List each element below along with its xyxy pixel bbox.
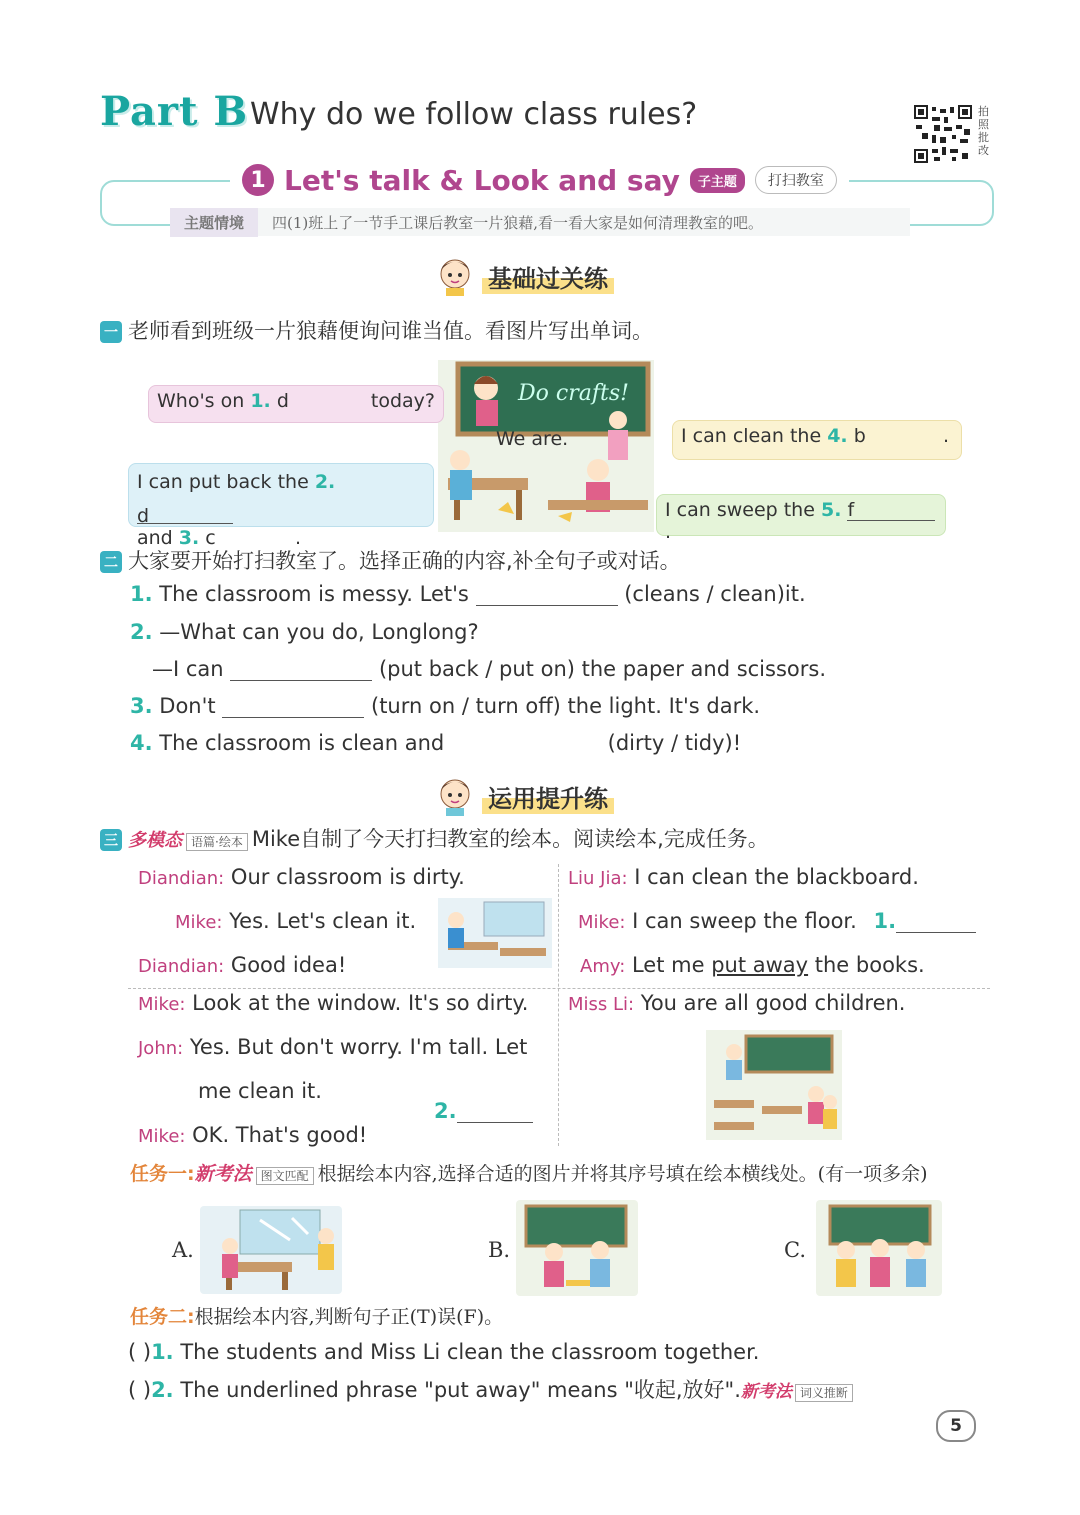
section-title: 运用提升练 — [482, 779, 614, 814]
panel4-illustration — [706, 1030, 842, 1140]
section-banner-basic — [436, 256, 614, 296]
story-line: Mike: OK. That's good! — [138, 1123, 368, 1147]
bubble-blackboard: I can clean the 4. b . — [672, 420, 962, 460]
ex2-item-2-answer: —I can (put back / put on) the paper and scissors. — [152, 657, 826, 682]
bubble-we-are: We are. — [496, 428, 569, 450]
theme-tag: 主题情境 — [170, 208, 258, 237]
cartoon-kid-icon — [436, 776, 474, 816]
part-label: Part B — [100, 88, 249, 135]
ex3-instruction: 三 多模态 语篇·绘本 Mike自制了今天打扫教室的绘本。阅读绘本,完成任务。 — [100, 823, 769, 853]
section-title: 基础过关练 — [482, 259, 614, 294]
qr-code-icon[interactable] — [914, 105, 972, 163]
ex2-instruction: 二 大家要开始打扫教室了。选择正确的内容,补全句子或对话。 — [100, 545, 681, 575]
panel1-illustration — [438, 898, 552, 968]
lesson-title: Let's talk & Look and say — [284, 163, 680, 197]
story-line: Diandian: Good idea! — [138, 953, 347, 977]
bubble-sweep: I can sweep the 5. f. — [656, 494, 946, 536]
task1-instruction: 任务一:新考法 图文匹配 根据绘本内容,选择合适的图片并将其序号填在绘本横线处。(有一项多余) — [130, 1163, 928, 1185]
ex2-item-1: 1. The classroom is messy. Let's (cleans / clean)it. — [130, 582, 806, 607]
lesson-number: 1 — [242, 164, 274, 196]
answer-blank-1[interactable] — [896, 909, 976, 933]
answer-blank-2[interactable]: d — [137, 502, 233, 524]
subtopic-name: 打扫教室 — [755, 166, 837, 194]
option-label-c: C. — [784, 1238, 806, 1262]
ex1-instruction: 一 老师看到班级一片狼藉便询问谁当值。看图片写出单词。 — [100, 315, 653, 345]
answer-blank-5[interactable]: f — [847, 499, 935, 521]
ex2-item-2: 2. —What can you do, Longlong? — [130, 620, 479, 644]
answer-paren[interactable]: ( ) — [128, 1340, 152, 1364]
qr-label: 拍 照 批 改 — [978, 105, 989, 157]
story-line: Mike: I can sweep the floor. 1. — [578, 909, 976, 933]
story-line: John: Yes. But don't worry. I'm tall. Let — [138, 1035, 528, 1059]
story-line: me clean it. — [198, 1079, 322, 1103]
option-picture-b[interactable] — [516, 1200, 638, 1296]
answer-paren[interactable]: ( ) — [128, 1378, 152, 1402]
option-picture-a[interactable] — [200, 1206, 342, 1294]
story-line: Liu Jia: I can clean the blackboard. — [568, 865, 919, 889]
tf-item-2: ( )2. The underlined phrase "put away" means "收起,放好".新考法 词义推断 — [128, 1374, 853, 1404]
board-text: Do crafts! — [518, 381, 629, 406]
cartoon-kid-icon — [436, 256, 474, 296]
section-banner-apply — [436, 776, 614, 816]
answer-blank-2[interactable]: 2. — [434, 1099, 533, 1123]
tf-item-1: ( )1. The students and Miss Li clean the classroom together. — [128, 1340, 760, 1364]
ex2-item-4: 4. The classroom is clean and (dirty / tidy)! — [130, 731, 742, 755]
story-line: Miss Li: You are all good children. — [568, 991, 906, 1015]
bubble-teacher: Who's on 1. d today? — [148, 385, 444, 423]
divider — [558, 864, 559, 1146]
option-picture-c[interactable] — [816, 1200, 942, 1296]
subtopic-badge: 子主题 — [690, 168, 745, 193]
story-line: Mike: Look at the window. It's so dirty. — [138, 991, 529, 1015]
option-label-b: B. — [488, 1238, 511, 1262]
page-title: Why do we follow class rules? — [250, 97, 698, 132]
option-label-a: A. — [172, 1238, 194, 1262]
task2-instruction: 任务二:根据绘本内容,判断句子正(T)误(F)。 — [130, 1306, 504, 1328]
theme-text: 四(1)班上了一节手工课后教室一片狼藉,看一看大家是如何清理教室的吧。 — [272, 213, 764, 232]
ex2-item-3: 3. Don't (turn on / turn off) the light. It's dark. — [130, 694, 761, 719]
ex2-marker: 二 — [100, 551, 122, 573]
story-line: Mike: Yes. Let's clean it. — [175, 909, 417, 933]
page-number: 5 — [936, 1410, 976, 1442]
answer-blank[interactable] — [230, 657, 372, 681]
story-line: Amy: Let me put away the books. — [580, 953, 925, 977]
lesson-heading — [230, 160, 849, 200]
story-line: Diandian: Our classroom is dirty. — [138, 865, 465, 889]
theme-bar — [170, 208, 910, 236]
divider — [128, 988, 990, 989]
ex1-marker: 一 — [100, 321, 122, 343]
answer-blank[interactable] — [222, 694, 364, 718]
ex3-marker: 三 — [100, 829, 122, 851]
answer-blank[interactable] — [476, 582, 618, 606]
bubble-put-back: I can put back the 2. d and 3. c . — [128, 463, 434, 527]
